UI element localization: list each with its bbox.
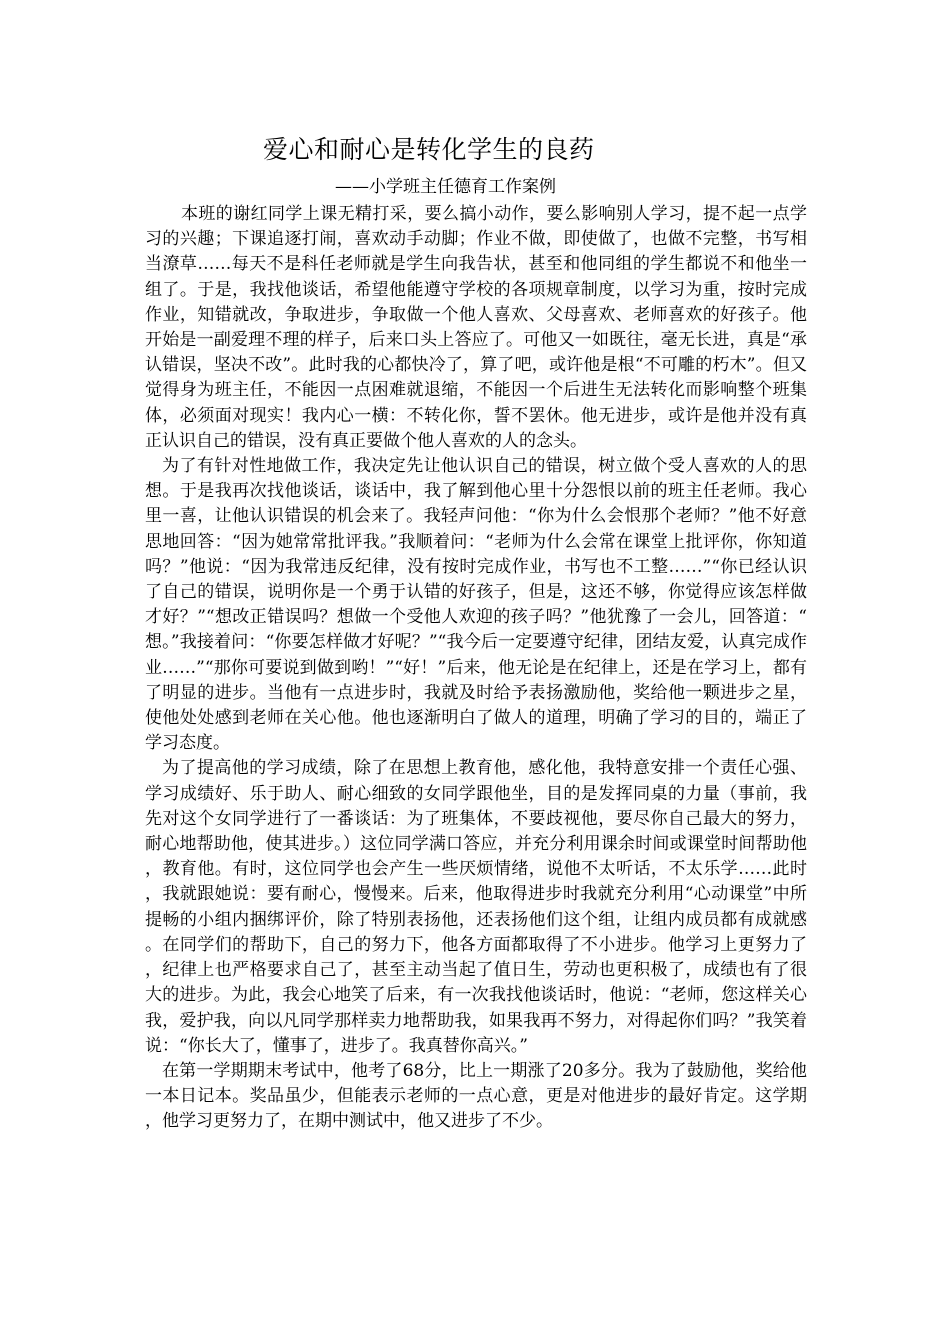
paragraph-2: 为了有针对性地做工作，我决定先让他认识自己的错误，树立做个受人喜欢的人的思想。于是我再次找他谈话，谈话中，我了解到他心里十分怨恨以前的班主任老师。我心里一喜，让他认识错误的机会来了。我轻声问他：“你为什么会恨那个老师？”他不好意思地回答：“因为她常常批评我。”我顺着问：“老师为什么会常在课堂上批评你，你知道吗？”他说：“因为我常违反纪律，没有按时完成作业，书写也不工整……”“你已经认识了自己的错误，说明你是一个勇于认错的好孩子，但是，这还不够，你觉得应该怎样做才好？”“想改正错误吗？想做一个受他人欢迎的孩子吗？”他犹豫了一会儿，回答道：“想。”我接着问：“你要怎样做才好呢？”“我今后一定要遵守纪律，团结友爱，认真完成作业……”“那你可要说到做到哟！”“好！”后来，他无论是在纪律上，还是在学习上，都有了明显的进步。当他有一点进步时，我就及时给予表扬激励他，奖给他一颗进步之星，使他处处感到老师在关心他。他也逐渐明白了做人的道理，明确了学习的目的，端正了学习态度。 [145, 456, 807, 754]
paragraph-3: 为了提高他的学习成绩，除了在思想上教育他，感化他，我特意安排一个责任心强、学习成绩好、乐于助人、耐心细致的女同学跟他坐，目的是发挥同桌的力量（事前，我先对这个女同学进行了一番谈话：为了班集体，不要歧视他，要尽你自己最大的努力，耐心地帮助他，使其进步。）这位同学满口答应，并充分利用课余时间或课堂时间帮助他，教育他。有时，这位同学也会产生一些厌烦情绪，说他不太听话，不太乐学……此时，我就跟她说：要有耐心，慢慢来。后来，他取得进步时我就充分利用“心动课堂”中所提畅的小组内捆绑评价，除了特别表扬他，还表扬他们这个组，让组内成员都有成就感。在同学们的帮助下，自己的努力下，他各方面都取得了不小进步。他学习上更努力了，纪律上也严格要求自己了，甚至主动当起了值日生，劳动也更积极了，成绩也有了很大的进步。为此，我会心地笑了后来，有一次我找他谈话时，他说：“老师，您这样关心我，爱护我，向以凡同学那样卖力地帮助我，如果我再不努力，对得起你们吗？”我笑着说：“你长大了，懂事了，进步了。我真替你高兴。” [145, 758, 807, 1056]
document-body [145, 202, 807, 1135]
document-page [145, 132, 807, 1135]
paragraph-1: 本班的谢红同学上课无精打采，要么搞小动作，要么影响别人学习，提不起一点学习的兴趣；下课追逐打闹，喜欢动手动脚；作业不做，即使做了，也做不完整，书写相当潦草……每天不是科任老师就是学生向我告状，甚至和他同组的学生都说不和他坐一组了。于是，我找他谈话，希望他能遵守学校的各项规章制度，以学习为重，按时完成作业，知错就改，争取进步，争取做一个他人喜欢、父母喜欢、老师喜欢的好孩子。他开始是一副爱理不理的样子，后来口头上答应了。可他又一如既往，毫无长进，真是“承认错误，坚决不改”。此时我的心都快冷了，算了吧，或许他是根“不可雕的朽木”。但又觉得身为班主任，不能因一点困难就退缩，不能因一个后进生无法转化而影响整个班集体，必须面对现实！我内心一横：不转化你，誓不罢休。他无进步，或许是他并没有真正认识自己的错误，没有真正要做个他人喜欢的人的念头。 [145, 204, 807, 451]
document-title: 爱心和耐心是转化学生的良药 [263, 135, 595, 164]
document-subtitle: ——小学班主任德育工作案例 [335, 177, 556, 197]
paragraph-4: 在第一学期期末考试中，他考了68分，比上一期涨了20多分。我为了鼓励他，奖给他一本日记本。奖品虽少，但能表示老师的一点心意，更是对他进步的最好肯定。这学期，他学习更努力了，在期中测试中，他又进步了不少。 [145, 1060, 807, 1132]
